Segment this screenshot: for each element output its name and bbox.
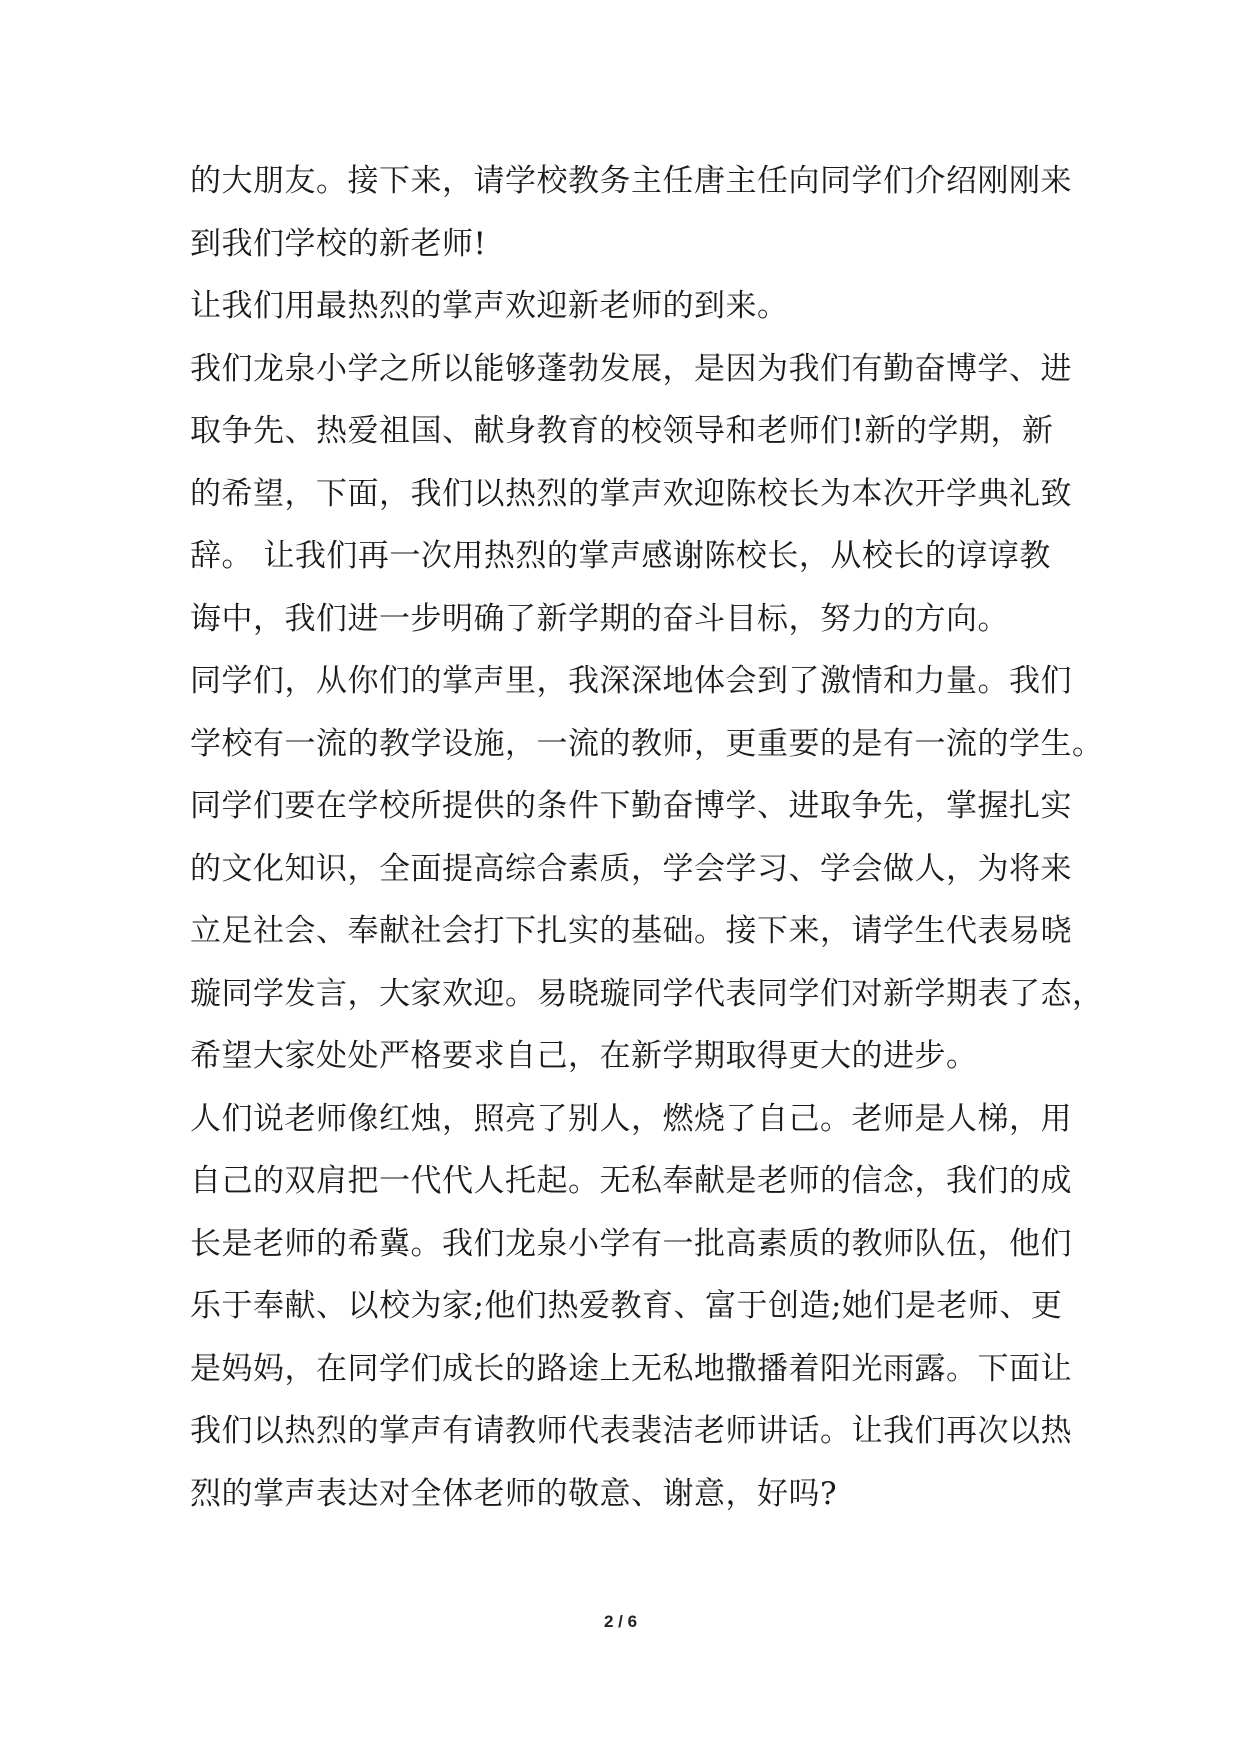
page-number: 2 / 6 [603, 1612, 638, 1631]
text-line: 烈的掌声表达对全体老师的敬意、谢意，好吗? [190, 1475, 838, 1512]
text-line: 诲中，我们进一步明确了新学期的奋斗目标，努力的方向。 [190, 600, 1009, 637]
text-line: 是妈妈，在同学们成长的路途上无私地撒播着阳光雨露。下面让 [190, 1350, 1072, 1387]
text-line: 让我们用最热烈的掌声欢迎新老师的到来。 [190, 288, 789, 324]
text-line: 自己的双肩把一代代人托起。无私奉献是老师的信念，我们的成 [190, 1163, 1072, 1199]
text-line: 璇同学发言，大家欢迎。易晓璇同学代表同学们对新学期表了态， [190, 975, 1104, 1012]
text-line: 取争先、热爱祖国、献身教育的校领导和老师们!新的学期，新 [190, 413, 1054, 449]
text-line: 的希望，下面，我们以热烈的掌声欢迎陈校长为本次开学典礼致 [190, 475, 1072, 512]
text-line: 乐于奉献、以校为家;他们热爱教育、富于创造;她们是老师、更 [190, 1288, 1063, 1324]
text-line: 学校有一流的教学设施，一流的教师，更重要的是有一流的学生。 [190, 725, 1104, 762]
text-line: 希望大家处处严格要求自己，在新学期取得更大的进步。 [190, 1038, 978, 1074]
text-line: 辞。 让我们再一次用热烈的掌声感谢陈校长，从校长的谆谆教 [190, 538, 1051, 574]
text-line: 到我们学校的新老师! [190, 225, 487, 262]
text-line: 同学们，从你们的掌声里，我深深地体会到了激情和力量。我们 [190, 663, 1072, 699]
text-line: 同学们要在学校所提供的条件下勤奋博学、进取争先，掌握扎实 [190, 788, 1072, 824]
text-line: 长是老师的希冀。我们龙泉小学有一批高素质的教师队伍，他们 [190, 1225, 1072, 1262]
text-line: 的文化知识，全面提高综合素质，学会学习、学会做人，为将来 [190, 850, 1072, 887]
text-line: 立足社会、奉献社会打下扎实的基础。接下来，请学生代表易晓 [190, 913, 1072, 949]
text-line: 的大朋友。接下来，请学校教务主任唐主任向同学们介绍刚刚来 [190, 163, 1072, 199]
document-body [190, 150, 1104, 1525]
text-line: 我们以热烈的掌声有请教师代表裴洁老师讲话。让我们再次以热 [190, 1413, 1072, 1449]
text-line: 人们说老师像红烛，照亮了别人，燃烧了自己。老师是人梯，用 [190, 1100, 1072, 1137]
text-line: 我们龙泉小学之所以能够蓬勃发展，是因为我们有勤奋博学、进 [190, 350, 1072, 387]
